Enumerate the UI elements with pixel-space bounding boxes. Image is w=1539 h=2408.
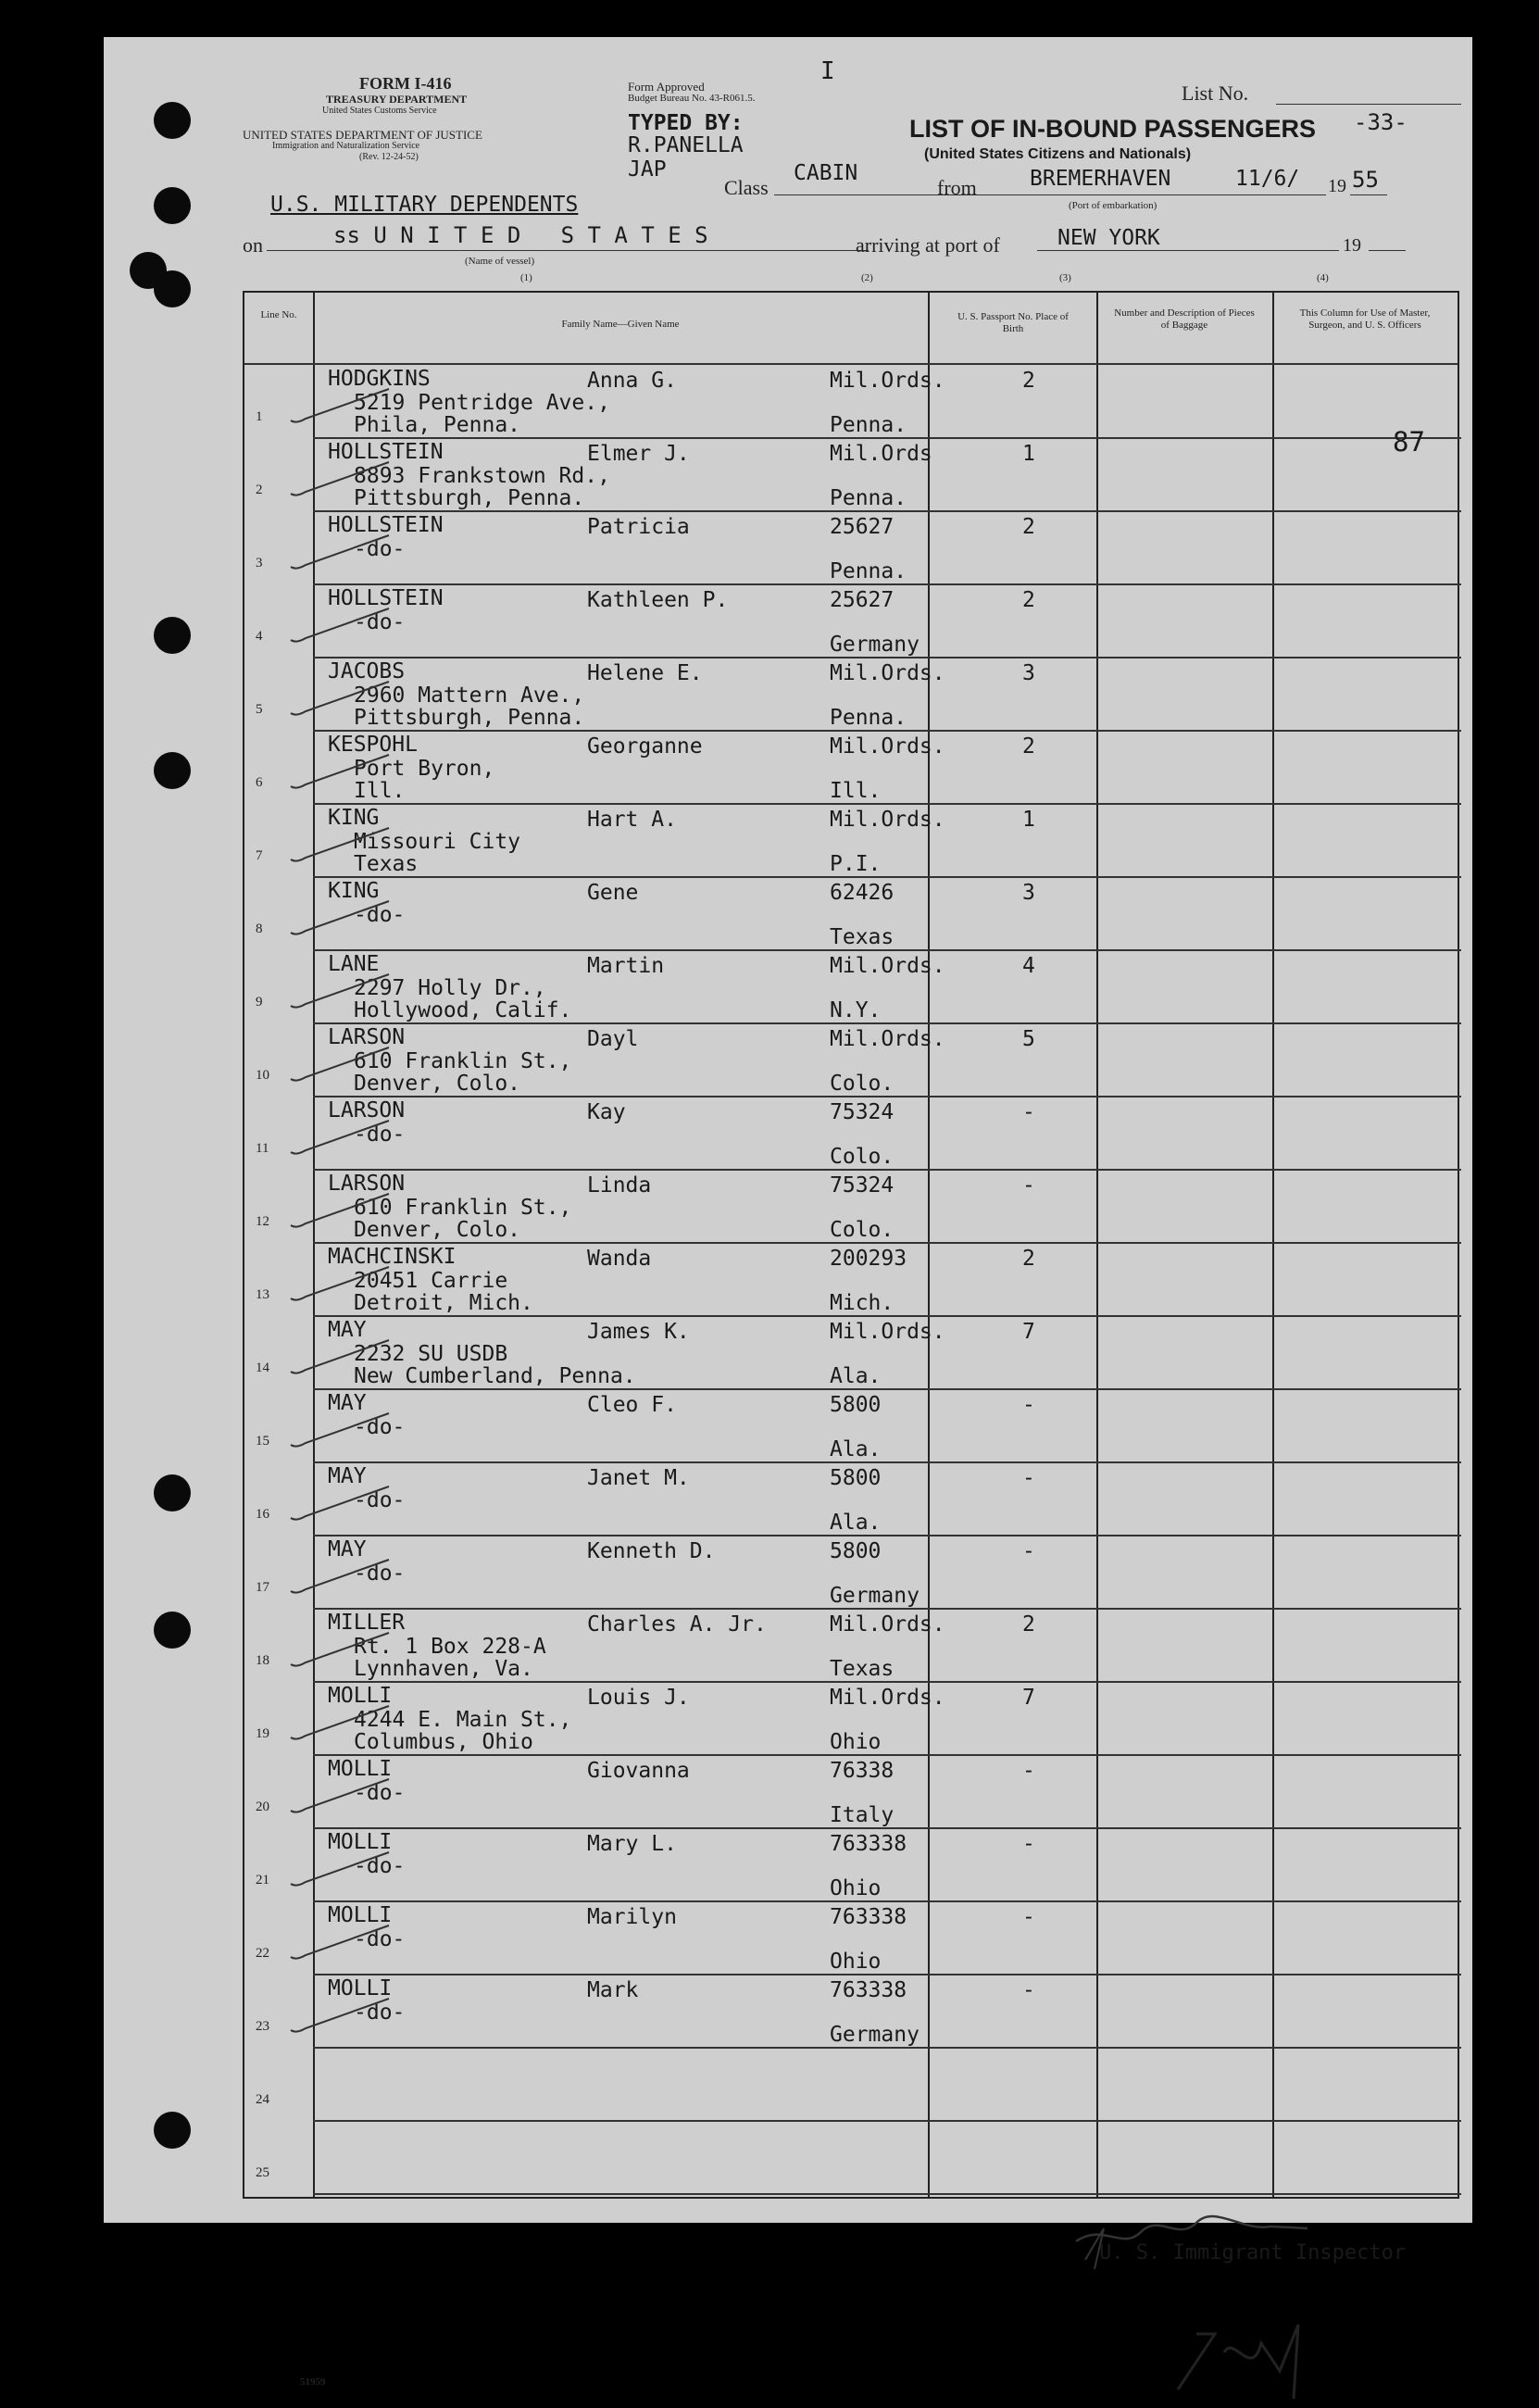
place-of-birth: Ohio bbox=[830, 1876, 882, 1900]
family-name: LANE bbox=[328, 952, 380, 976]
check-mark bbox=[287, 1408, 398, 1454]
given-name: Wanda bbox=[587, 1247, 652, 1271]
page-title: LIST OF IN-BOUND PASSENGERS bbox=[909, 115, 1317, 143]
family-name: HOLLSTEIN bbox=[328, 440, 444, 464]
typist-initials: JAP bbox=[628, 157, 667, 182]
baggage-count: 7 bbox=[1022, 1686, 1035, 1710]
passport-number: Mil.Ords. bbox=[830, 1612, 945, 1637]
baggage-count: 2 bbox=[1022, 588, 1035, 612]
header-passport: U. S. Passport No. Place of Birth bbox=[957, 311, 1069, 334]
family-name: HODGKINS bbox=[328, 367, 431, 391]
check-mark bbox=[287, 1993, 398, 2039]
typist-name: R.PANELLA bbox=[628, 133, 744, 157]
check-mark bbox=[287, 1481, 398, 1527]
binder-hole bbox=[154, 1474, 191, 1511]
family-name: MOLLI bbox=[328, 1903, 393, 1927]
table-row bbox=[244, 877, 1461, 949]
table-row bbox=[244, 804, 1461, 876]
family-name: HOLLSTEIN bbox=[328, 513, 444, 537]
passport-number: 5800 bbox=[830, 1393, 882, 1417]
officer-note: 87 bbox=[1393, 426, 1425, 458]
check-mark bbox=[287, 1188, 398, 1235]
address-line-1: -do- bbox=[354, 537, 406, 561]
header-line-no: Line No. bbox=[260, 309, 297, 320]
passport-number: 763338 bbox=[830, 1905, 907, 1929]
row-line-number: 6 bbox=[256, 775, 263, 790]
given-name: Louis J. bbox=[587, 1686, 690, 1710]
address-line-2: Lynnhaven, Va. bbox=[354, 1657, 533, 1681]
inspector-title: U. S. Immigrant Inspector bbox=[1099, 2241, 1407, 2264]
vessel-name: ss U N I T E D S T A T E S bbox=[333, 222, 708, 248]
row-line-number: 22 bbox=[256, 1946, 269, 1961]
given-name: Kay bbox=[587, 1100, 626, 1124]
embarkation-port: BREMERHAVEN bbox=[1030, 167, 1171, 191]
address-line-1: -do- bbox=[354, 1488, 406, 1512]
given-name: Dayl bbox=[587, 1027, 639, 1051]
place-of-birth: Penna. bbox=[830, 559, 907, 583]
baggage-count: 2 bbox=[1022, 1247, 1035, 1271]
budget-bureau: Budget Bureau No. 43-R061.5. bbox=[628, 93, 756, 104]
table-row bbox=[244, 1755, 1461, 1827]
list-no-label: List No. bbox=[1182, 82, 1249, 105]
dept-treasury-sub: United States Customs Service bbox=[322, 106, 437, 116]
check-mark bbox=[287, 603, 398, 649]
given-name: Georganne bbox=[587, 734, 703, 759]
dept-treasury: TREASURY DEPARTMENT bbox=[326, 93, 468, 106]
address-line-2: Ill. bbox=[354, 779, 406, 803]
table-row bbox=[244, 1609, 1461, 1681]
given-name: James K. bbox=[587, 1320, 690, 1344]
address-line-1: 5219 Pentridge Ave., bbox=[354, 391, 610, 415]
given-name: Martin bbox=[587, 954, 665, 978]
header-baggage: Number and Description of Pieces of Baggage bbox=[1114, 307, 1255, 331]
arrival-port: NEW YORK bbox=[1057, 226, 1160, 250]
check-mark bbox=[287, 457, 398, 503]
row-line-number: 14 bbox=[256, 1361, 269, 1375]
table-row bbox=[244, 2048, 1461, 2120]
row-line-number: 9 bbox=[256, 995, 263, 1010]
baggage-count: - bbox=[1022, 1905, 1035, 1929]
family-name: LARSON bbox=[328, 1025, 406, 1049]
table-row bbox=[244, 1316, 1461, 1388]
check-mark bbox=[287, 1554, 398, 1600]
baggage-count: - bbox=[1022, 1173, 1035, 1198]
place-of-birth: Mich. bbox=[830, 1291, 895, 1315]
passport-number: 200293 bbox=[830, 1247, 907, 1271]
baggage-count: - bbox=[1022, 1759, 1035, 1783]
given-name: Giovanna bbox=[587, 1759, 690, 1783]
place-of-birth: Germany bbox=[830, 1584, 920, 1608]
family-name: MOLLI bbox=[328, 1684, 393, 1708]
family-name: JACOBS bbox=[328, 659, 406, 684]
revision: (Rev. 12-24-52) bbox=[359, 152, 419, 162]
family-name: MAY bbox=[328, 1391, 367, 1415]
form-number: FORM I-416 bbox=[359, 74, 452, 93]
row-line-number: 24 bbox=[256, 2092, 269, 2107]
address-line-1: 2232 SU USDB bbox=[354, 1342, 508, 1366]
address-line-1: Missouri City bbox=[354, 830, 521, 854]
check-mark bbox=[287, 1335, 398, 1381]
check-mark bbox=[287, 1627, 398, 1674]
passport-number: 75324 bbox=[830, 1100, 895, 1124]
row-line-number: 11 bbox=[256, 1141, 269, 1156]
address-line-1: 4244 E. Main St., bbox=[354, 1708, 572, 1732]
passport-number: Mil.Ords. bbox=[830, 1686, 945, 1710]
place-of-birth: Ill. bbox=[830, 779, 882, 803]
col-num-2: (2) bbox=[861, 272, 873, 283]
place-of-birth: Colo. bbox=[830, 1218, 895, 1242]
row-line-number: 8 bbox=[256, 922, 263, 936]
address-line-1: -do- bbox=[354, 610, 406, 634]
given-name: Kenneth D. bbox=[587, 1539, 716, 1563]
passenger-group: U.S. MILITARY DEPENDENTS bbox=[270, 193, 579, 217]
form-approved: Form Approved bbox=[628, 80, 705, 94]
passport-number: 76338 bbox=[830, 1759, 895, 1783]
row-line-number: 20 bbox=[256, 1800, 269, 1814]
check-mark bbox=[287, 530, 398, 576]
check-mark bbox=[287, 1920, 398, 1966]
passport-number: Mil.Ords. bbox=[830, 954, 945, 978]
table-row bbox=[244, 658, 1461, 730]
address-line-1: 20451 Carrie bbox=[354, 1269, 508, 1293]
on-label: on bbox=[243, 233, 263, 257]
baggage-count: - bbox=[1022, 1466, 1035, 1490]
binder-hole bbox=[154, 187, 191, 224]
place-of-birth: Ala. bbox=[830, 1437, 882, 1461]
row-line-number: 1 bbox=[256, 409, 263, 424]
place-of-birth: Ohio bbox=[830, 1950, 882, 1974]
address-line-1: 610 Franklin St., bbox=[354, 1049, 572, 1073]
address-line-1: 610 Franklin St., bbox=[354, 1196, 572, 1220]
address-line-1: 2297 Holly Dr., bbox=[354, 976, 546, 1000]
table-row bbox=[244, 1462, 1461, 1535]
family-name: MACHCINSKI bbox=[328, 1245, 457, 1269]
vessel-caption: (Name of vessel) bbox=[465, 256, 535, 267]
family-name: MOLLI bbox=[328, 1830, 393, 1854]
address-line-2: Denver, Colo. bbox=[354, 1072, 521, 1096]
family-name: MOLLI bbox=[328, 1757, 393, 1781]
check-mark bbox=[287, 1847, 398, 1893]
baggage-count: - bbox=[1022, 1978, 1035, 2002]
given-name: Linda bbox=[587, 1173, 652, 1198]
header-family-name: Family Name—Given Name bbox=[561, 319, 680, 330]
table-row bbox=[244, 1170, 1461, 1242]
list-number: -33- bbox=[1354, 109, 1408, 135]
check-mark bbox=[287, 749, 398, 796]
check-mark bbox=[287, 896, 398, 942]
row-line-number: 13 bbox=[256, 1287, 269, 1302]
address-line-2: Hollywood, Calif. bbox=[354, 998, 572, 1022]
passport-number: 75324 bbox=[830, 1173, 895, 1198]
footer-code: 51959 bbox=[300, 2377, 326, 2388]
check-mark bbox=[287, 676, 398, 722]
table-row bbox=[244, 1243, 1461, 1315]
family-name: HOLLSTEIN bbox=[328, 586, 444, 610]
port-embarkation-caption: (Port of embarkation) bbox=[1069, 200, 1157, 211]
class-label: Class bbox=[724, 176, 769, 199]
passport-number: Mil.Ords. bbox=[830, 1320, 945, 1344]
check-mark bbox=[287, 1774, 398, 1820]
table-row bbox=[244, 1389, 1461, 1461]
address-line-2: Denver, Colo. bbox=[354, 1218, 521, 1242]
place-of-birth: Colo. bbox=[830, 1145, 895, 1169]
given-name: Kathleen P. bbox=[587, 588, 729, 612]
passport-number: Mil.Ords. bbox=[830, 734, 945, 759]
given-name: Mark bbox=[587, 1978, 639, 2002]
passport-number: 5800 bbox=[830, 1466, 882, 1490]
passenger-table bbox=[243, 291, 1459, 2199]
passport-number: Mil.Ords. bbox=[830, 369, 945, 393]
family-name: LARSON bbox=[328, 1172, 406, 1196]
check-mark bbox=[287, 1042, 398, 1088]
row-line-number: 25 bbox=[256, 2165, 269, 2180]
place-of-birth: Penna. bbox=[830, 413, 907, 437]
passport-number: 763338 bbox=[830, 1832, 907, 1856]
baggage-count: 1 bbox=[1022, 808, 1035, 832]
check-mark bbox=[287, 969, 398, 1015]
baggage-count: 4 bbox=[1022, 954, 1035, 978]
binder-hole bbox=[154, 2112, 191, 2149]
row-line-number: 12 bbox=[256, 1214, 269, 1229]
row-line-number: 10 bbox=[256, 1068, 269, 1083]
passport-number: 5800 bbox=[830, 1539, 882, 1563]
place-of-birth: Germany bbox=[830, 633, 920, 657]
year-prefix: 19 bbox=[1328, 176, 1346, 196]
table-row bbox=[244, 584, 1461, 657]
given-name: Janet M. bbox=[587, 1466, 690, 1490]
address-line-1: Port Byron, bbox=[354, 757, 495, 781]
row-line-number: 18 bbox=[256, 1653, 269, 1668]
given-name: Hart A. bbox=[587, 808, 677, 832]
baggage-count: 2 bbox=[1022, 515, 1035, 539]
row-line-number: 17 bbox=[256, 1580, 269, 1595]
check-mark bbox=[287, 1115, 398, 1161]
given-name: Mary L. bbox=[587, 1832, 677, 1856]
row-line-number: 5 bbox=[256, 702, 263, 717]
check-mark bbox=[287, 1261, 398, 1308]
address-line-1: -do- bbox=[354, 1927, 406, 1951]
address-line-1: -do- bbox=[354, 1415, 406, 1439]
passport-number: 25627 bbox=[830, 515, 895, 539]
place-of-birth: Germany bbox=[830, 2023, 920, 2047]
given-name: Helene E. bbox=[587, 661, 703, 685]
family-name: MAY bbox=[328, 1464, 367, 1488]
roman-numeral: I bbox=[820, 57, 835, 85]
table-row bbox=[244, 1023, 1461, 1096]
table-row bbox=[244, 731, 1461, 803]
place-of-birth: Ala. bbox=[830, 1511, 882, 1535]
given-name: Gene bbox=[587, 881, 639, 905]
address-line-1: -do- bbox=[354, 1561, 406, 1586]
col-num-3: (3) bbox=[1059, 272, 1071, 283]
baggage-count: 1 bbox=[1022, 442, 1035, 466]
binder-hole bbox=[154, 102, 191, 139]
dept-justice-sub: Immigration and Naturalization Service bbox=[272, 141, 420, 151]
given-name: Anna G. bbox=[587, 369, 677, 393]
binder-hole bbox=[154, 270, 191, 307]
address-line-1: -do- bbox=[354, 2000, 406, 2025]
place-of-birth: Texas bbox=[830, 925, 895, 949]
place-of-birth: Penna. bbox=[830, 486, 907, 510]
family-name: MILLER bbox=[328, 1611, 406, 1635]
place-of-birth: Ala. bbox=[830, 1364, 882, 1388]
table-row bbox=[244, 365, 1461, 437]
row-line-number: 21 bbox=[256, 1873, 269, 1888]
address-line-2: Phila, Penna. bbox=[354, 413, 521, 437]
handwritten-initials bbox=[1159, 2297, 1345, 2408]
page-subtitle: (United States Citizens and Nationals) bbox=[924, 146, 1192, 162]
baggage-count: 3 bbox=[1022, 661, 1035, 685]
family-name: MOLLI bbox=[328, 1976, 393, 2000]
dept-justice: UNITED STATES DEPARTMENT OF JUSTICE bbox=[243, 128, 482, 142]
address-line-1: 8893 Frankstown Rd., bbox=[354, 464, 610, 488]
class-value: CABIN bbox=[794, 161, 858, 185]
binder-hole bbox=[154, 1612, 191, 1649]
address-line-1: -do- bbox=[354, 1781, 406, 1805]
family-name: KESPOHL bbox=[328, 733, 418, 757]
col-num-4: (4) bbox=[1317, 272, 1329, 283]
row-line-number: 16 bbox=[256, 1507, 269, 1522]
place-of-birth: Colo. bbox=[830, 1072, 895, 1096]
binder-hole bbox=[154, 617, 191, 654]
check-mark bbox=[287, 1700, 398, 1747]
arriving-label: arriving at port of bbox=[856, 233, 1000, 257]
row-line-number: 23 bbox=[256, 2019, 269, 2034]
given-name: Patricia bbox=[587, 515, 690, 539]
table-row bbox=[244, 1828, 1461, 1900]
address-line-2: Pittsburgh, Penna. bbox=[354, 486, 585, 510]
from-label: from bbox=[937, 176, 977, 199]
arrival-year-prefix: 19 bbox=[1343, 235, 1361, 256]
given-name: Cleo F. bbox=[587, 1393, 677, 1417]
address-line-1: -do- bbox=[354, 1854, 406, 1878]
family-name: LARSON bbox=[328, 1098, 406, 1122]
check-mark bbox=[287, 822, 398, 869]
baggage-count: 7 bbox=[1022, 1320, 1035, 1344]
inspector-signature bbox=[1067, 2186, 1345, 2288]
address-line-1: -do- bbox=[354, 903, 406, 927]
address-line-2: Detroit, Mich. bbox=[354, 1291, 533, 1315]
baggage-count: 3 bbox=[1022, 881, 1035, 905]
place-of-birth: Italy bbox=[830, 1803, 895, 1827]
manifest-sheet bbox=[104, 37, 1472, 2388]
address-line-2: Texas bbox=[354, 852, 419, 876]
table-row bbox=[244, 1536, 1461, 1608]
table-row bbox=[244, 438, 1461, 510]
place-of-birth: Ohio bbox=[830, 1730, 882, 1754]
address-line-1: -do- bbox=[354, 1122, 406, 1147]
table-row bbox=[244, 1097, 1461, 1169]
place-of-birth: N.Y. bbox=[830, 998, 882, 1022]
baggage-count: 2 bbox=[1022, 734, 1035, 759]
address-line-1: 2960 Mattern Ave., bbox=[354, 684, 585, 708]
address-line-2: New Cumberland, Penna. bbox=[354, 1364, 636, 1388]
family-name: KING bbox=[328, 806, 380, 830]
binder-hole bbox=[154, 752, 191, 789]
baggage-count: 5 bbox=[1022, 1027, 1035, 1051]
row-line-number: 7 bbox=[256, 848, 263, 863]
family-name: KING bbox=[328, 879, 380, 903]
address-line-2: Pittsburgh, Penna. bbox=[354, 706, 585, 730]
address-line-1: Rt. 1 Box 228-A bbox=[354, 1635, 546, 1659]
baggage-count: 2 bbox=[1022, 369, 1035, 393]
table-row bbox=[244, 950, 1461, 1022]
passport-number: 62426 bbox=[830, 881, 895, 905]
place-of-birth: Texas bbox=[830, 1657, 895, 1681]
baggage-count: 2 bbox=[1022, 1612, 1035, 1637]
table-row bbox=[244, 1682, 1461, 1754]
table-row bbox=[244, 2121, 1461, 2193]
family-name: MAY bbox=[328, 1537, 367, 1561]
passport-number: 763338 bbox=[830, 1978, 907, 2002]
header-officers: This Column for Use of Master, Surgeon, and U. S. Officers bbox=[1299, 307, 1431, 331]
passport-number: 25627 bbox=[830, 588, 895, 612]
row-line-number: 2 bbox=[256, 483, 263, 497]
family-name: MAY bbox=[328, 1318, 367, 1342]
place-of-birth: P.I. bbox=[830, 852, 882, 876]
row-line-number: 4 bbox=[256, 629, 263, 644]
table-row bbox=[244, 511, 1461, 583]
embarkation-date: 11/6/ bbox=[1235, 167, 1300, 191]
baggage-count: - bbox=[1022, 1393, 1035, 1417]
passport-number: Mil.Ords bbox=[830, 442, 932, 466]
row-line-number: 3 bbox=[256, 556, 263, 571]
typed-by-label: TYPED BY: bbox=[628, 111, 744, 135]
year-value: 55 bbox=[1352, 167, 1379, 193]
col-num-1: (1) bbox=[520, 272, 532, 283]
check-mark bbox=[287, 383, 398, 430]
row-line-number: 15 bbox=[256, 1434, 269, 1449]
baggage-count: - bbox=[1022, 1539, 1035, 1563]
passport-number: Mil.Ords. bbox=[830, 808, 945, 832]
baggage-count: - bbox=[1022, 1832, 1035, 1856]
address-line-2: Columbus, Ohio bbox=[354, 1730, 533, 1754]
passport-number: Mil.Ords. bbox=[830, 661, 945, 685]
passport-number: Mil.Ords. bbox=[830, 1027, 945, 1051]
table-row bbox=[244, 1901, 1461, 1974]
baggage-count: - bbox=[1022, 1100, 1035, 1124]
place-of-birth: Penna. bbox=[830, 706, 907, 730]
table-row bbox=[244, 1975, 1461, 2047]
given-name: Marilyn bbox=[587, 1905, 677, 1929]
given-name: Elmer J. bbox=[587, 442, 690, 466]
given-name: Charles A. Jr. bbox=[587, 1612, 767, 1637]
row-line-number: 19 bbox=[256, 1726, 269, 1741]
